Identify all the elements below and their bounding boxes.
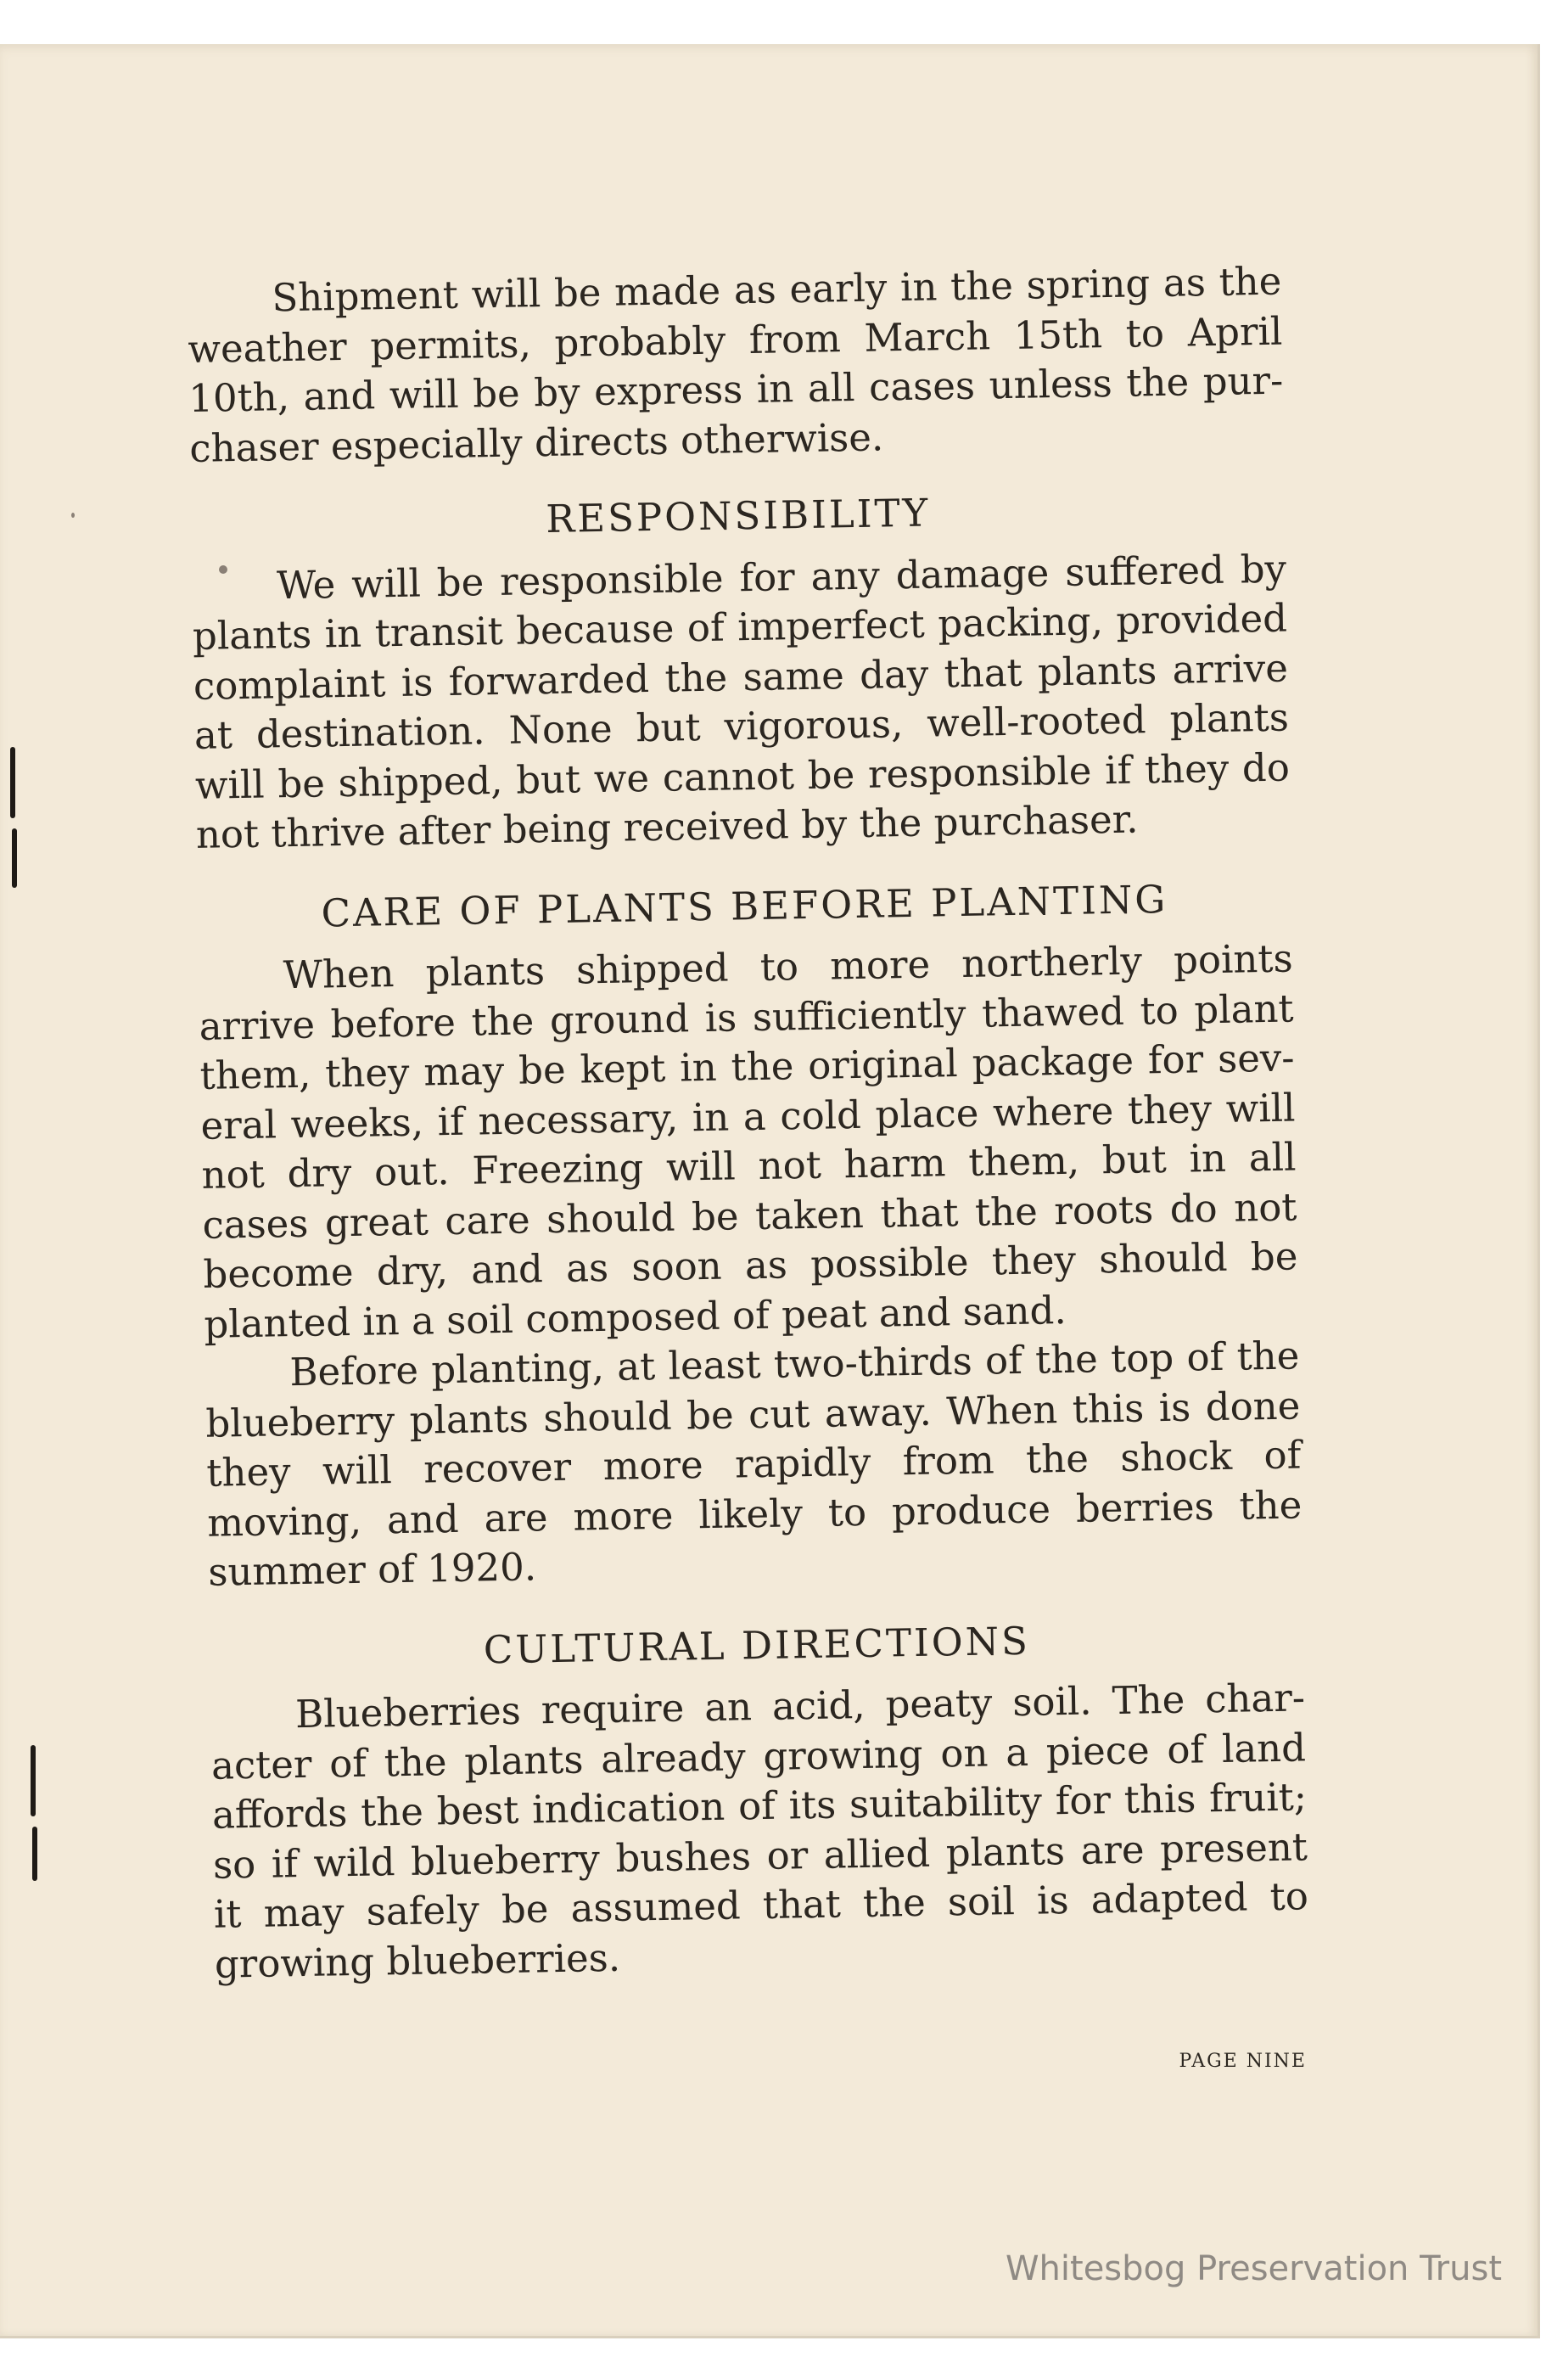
paragraph-care-of-plants: When plants shipped to more northerly points arrive before the ground is sufficiently thawed to plant them, they may be kept in the original package for several weeks, if necessary, in a cold place where they will not dry out. Freezing will not harm them, but in all cases great care should be taken that the roots do not become dry, and as soon as possible they should be planted in a soil composed of peat and sand. [199,935,1298,1347]
binding-staple-lower-top [31,1745,36,1816]
paper-speck [71,513,75,518]
binding-staple-upper-top [10,747,15,818]
intro-paragraph: Shipment will be made as early in the spring as the weather permits, probably from March 15th to April 10th, and will be by express in all cases unless the purchaser especially directs otherwise. [188,258,1284,471]
binding-staple-lower-bottom [32,1827,37,1881]
binding-staple-upper-bottom [12,828,17,888]
paragraph-cultural-directions: Blueberries require an acid, peaty soil. The character of the plants already growing on a piece of land affords the best indication of its suitability for this fruit; so if wild blueberry bushes or allied plants are present it may safely be assumed that the soil is adapted to growing blueberries. [210,1675,1309,1987]
paragraph-responsibility: We will be responsible for any damage suffered by plants in transit because of imperfect packing, provided complaint is forwarded the same day that plants arrive at destination. None but vigorous, well-rooted plants will be shipped, but we cannot be responsible if they do not thrive after being received by the purchaser. [192,546,1291,857]
paragraph-before-planting: Before planting, at least two-thirds of the top of the blueberry plants should be cut away. When this is done they will recover more rapidly from the shock of moving, and are more likely to produce berries the summer of 1920. [204,1333,1302,1595]
page-number: PAGE NINE [1179,2051,1307,2072]
watermark: Whitesbog Preservation Trust [1006,2249,1502,2288]
book-page [0,44,1540,2338]
heading-care-of-plants: CARE OF PLANTS BEFORE PLANTING [321,876,1168,935]
page-text [187,257,1309,1990]
heading-cultural-directions: CULTURAL DIRECTIONS [483,1618,1031,1672]
heading-responsibility: RESPONSIBILITY [545,490,931,542]
